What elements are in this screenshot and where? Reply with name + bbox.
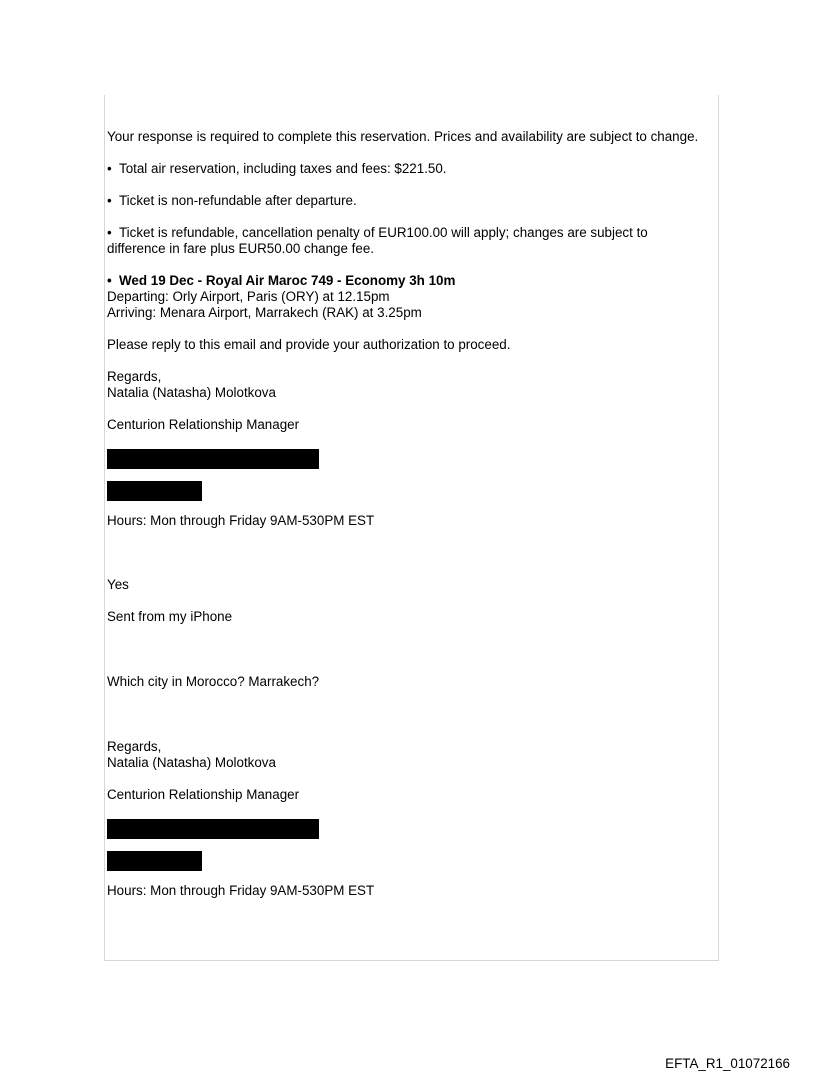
city-question: Which city in Morocco? Marrakech?: [107, 674, 320, 689]
spacer: [107, 641, 707, 674]
redacted-block: [107, 481, 202, 501]
bullet-refundable-text: Ticket is refundable, cancellation penalty of EUR100.00 will apply; changes are subject to difference in fare plus EUR50.00 change fee.: [107, 225, 648, 256]
bullet-icon: •: [107, 225, 112, 240]
signature-regards: [107, 739, 707, 771]
sender-title: Centurion Relationship Manager: [107, 417, 300, 432]
signature-regards: [107, 369, 707, 401]
regards-text: Regards,: [107, 369, 162, 384]
flight-departing: Departing: Orly Airport, Paris (ORY) at 12.15pm: [107, 289, 390, 304]
email-body: [107, 129, 707, 915]
bullet-icon: •: [107, 273, 112, 288]
flight-arriving: Arriving: Menara Airport, Marrakech (RAK) at 3.25pm: [107, 305, 422, 320]
intro-text: Your response is required to complete this reservation. Prices and availability are subject to change.: [107, 129, 699, 144]
redacted-block: [107, 819, 319, 839]
sender-title: Centurion Relationship Manager: [107, 787, 300, 802]
spacer: [107, 706, 707, 739]
bullet-nonrefundable-text: Ticket is non-refundable after departure.: [119, 193, 357, 208]
flight-details: [107, 273, 707, 321]
bullet-total-text: Total air reservation, including taxes and fees: $221.50.: [119, 161, 447, 176]
document-id: EFTA_R1_01072166: [665, 1056, 790, 1071]
sender-name: Natalia (Natasha) Molotkova: [107, 755, 276, 770]
redacted-block: [107, 851, 202, 871]
spacer: [107, 545, 707, 577]
bullet-icon: •: [107, 193, 112, 208]
bullet-icon: •: [107, 161, 112, 176]
reply-request: Please reply to this email and provide your authorization to proceed.: [107, 337, 511, 352]
flight-title: Wed 19 Dec - Royal Air Maroc 749 - Economy 3h 10m: [119, 273, 456, 288]
sent-from: Sent from my iPhone: [107, 609, 233, 624]
bullet-nonrefundable: [107, 193, 707, 209]
office-hours: Hours: Mon through Friday 9AM-530PM EST: [107, 513, 375, 528]
bullet-total: [107, 161, 707, 177]
reply-yes: Yes: [107, 577, 129, 592]
regards-text: Regards,: [107, 739, 162, 754]
sender-name: Natalia (Natasha) Molotkova: [107, 385, 276, 400]
redacted-block: [107, 449, 319, 469]
bullet-refundable: [107, 225, 707, 257]
office-hours: Hours: Mon through Friday 9AM-530PM EST: [107, 883, 375, 898]
